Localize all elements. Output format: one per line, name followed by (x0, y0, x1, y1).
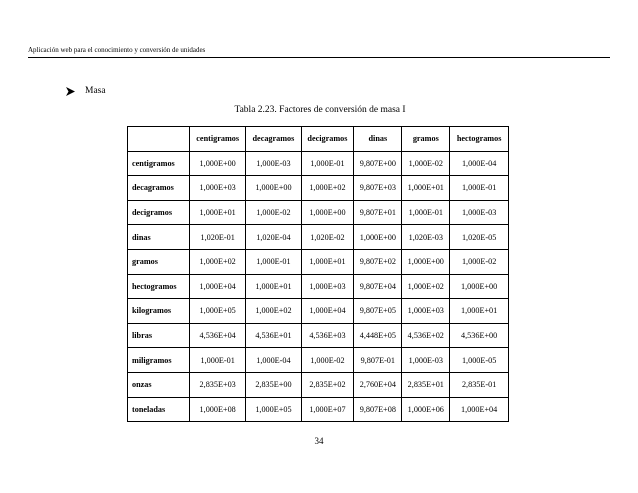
table-cell: 2,760E+04 (354, 372, 402, 397)
table-cell: 4,536E+04 (190, 323, 246, 348)
table-row (128, 249, 509, 274)
column-header: hectogramos (450, 127, 509, 152)
column-header: decigramos (301, 127, 354, 152)
table-cell: 1,000E+00 (354, 225, 402, 250)
table-cell: 2,835E+00 (246, 372, 301, 397)
table-header-row (128, 127, 509, 152)
conversion-table (127, 126, 509, 422)
table-cell: 1,000E+01 (450, 299, 509, 324)
table-cell: 2,835E+03 (190, 372, 246, 397)
table-row (128, 299, 509, 324)
running-header: Aplicación web para el conocimiento y conversión de unidades (28, 46, 206, 54)
table-cell: 9,807E+03 (354, 176, 402, 201)
table-cell: 1,000E-03 (402, 348, 450, 373)
table-cell: 1,000E+08 (190, 397, 246, 422)
page-number: 34 (314, 436, 324, 446)
row-header: decigramos (128, 200, 190, 225)
table-cell: 1,020E-02 (301, 225, 354, 250)
table-cell: 1,000E+06 (402, 397, 450, 422)
table-row (128, 200, 509, 225)
table-cell: 1,000E+00 (450, 274, 509, 299)
table-cell: 9,807E+05 (354, 299, 402, 324)
table-cell: 1,000E-02 (402, 151, 450, 176)
table-cell: 1,000E-02 (450, 249, 509, 274)
table-row (128, 151, 509, 176)
table-cell: 1,020E-03 (402, 225, 450, 250)
table-caption: Tabla 2.23. Factores de conversión de masa I (234, 105, 406, 115)
header-rule (28, 57, 610, 58)
table-cell: 1,000E+01 (190, 200, 246, 225)
table-row (128, 348, 509, 373)
row-header: decagramos (128, 176, 190, 201)
table-cell: 9,807E+08 (354, 397, 402, 422)
table-cell: 1,020E-05 (450, 225, 509, 250)
table-cell: 1,000E-03 (246, 151, 301, 176)
table-cell: 1,000E-01 (402, 200, 450, 225)
table-cell: 2,835E+01 (402, 372, 450, 397)
table-cell: 1,000E+01 (301, 249, 354, 274)
table-cell: 4,448E+05 (354, 323, 402, 348)
table-row (128, 397, 509, 422)
row-header: libras (128, 323, 190, 348)
table-cell: 4,536E+02 (402, 323, 450, 348)
table-cell: 4,536E+01 (246, 323, 301, 348)
row-header: miligramos (128, 348, 190, 373)
table-cell: 1,000E-04 (450, 151, 509, 176)
table-cell: 9,807E+02 (354, 249, 402, 274)
table-cell: 4,536E+00 (450, 323, 509, 348)
row-header: gramos (128, 249, 190, 274)
table-cell: 9,807E+04 (354, 274, 402, 299)
column-header: gramos (402, 127, 450, 152)
table-cell: 1,000E-04 (246, 348, 301, 373)
section-label: Masa (85, 86, 106, 96)
table-cell: 1,000E+03 (301, 274, 354, 299)
row-header: hectogramos (128, 274, 190, 299)
row-header: kilogramos (128, 299, 190, 324)
row-header: centigramos (128, 151, 190, 176)
column-header: dinas (354, 127, 402, 152)
table-row (128, 323, 509, 348)
table-cell: 1,000E+07 (301, 397, 354, 422)
table-corner-cell (128, 127, 190, 152)
table-cell: 1,000E+02 (301, 176, 354, 201)
table-body (128, 151, 509, 422)
table-cell: 1,000E-02 (246, 200, 301, 225)
table-cell: 1,000E-01 (246, 249, 301, 274)
table-cell: 1,000E+00 (190, 151, 246, 176)
table-cell: 1,000E-01 (450, 176, 509, 201)
table-cell: 9,807E+00 (354, 151, 402, 176)
table-cell: 9,807E+01 (354, 200, 402, 225)
table-cell: 2,835E-01 (450, 372, 509, 397)
table-cell: 1,000E-01 (190, 348, 246, 373)
arrow-bullet-icon (66, 87, 75, 96)
table-cell: 1,000E+02 (402, 274, 450, 299)
table-cell: 1,000E-03 (450, 200, 509, 225)
table-cell: 1,000E+02 (190, 249, 246, 274)
table-cell: 1,000E+03 (402, 299, 450, 324)
table-cell: 1,000E-01 (301, 151, 354, 176)
column-header: centigramos (190, 127, 246, 152)
table-cell: 1,020E-04 (246, 225, 301, 250)
table-cell: 1,000E+04 (190, 274, 246, 299)
table-cell: 1,020E-01 (190, 225, 246, 250)
table-cell: 1,000E+05 (190, 299, 246, 324)
table-row (128, 225, 509, 250)
table-cell: 1,000E-05 (450, 348, 509, 373)
table-cell: 1,000E-02 (301, 348, 354, 373)
table-cell: 2,835E+02 (301, 372, 354, 397)
section-bullet (66, 86, 106, 96)
table-cell: 1,000E+05 (246, 397, 301, 422)
table-cell: 4,536E+03 (301, 323, 354, 348)
table-cell: 1,000E+01 (402, 176, 450, 201)
row-header: dinas (128, 225, 190, 250)
table-cell: 1,000E+00 (246, 176, 301, 201)
table-row (128, 274, 509, 299)
table-cell: 1,000E+00 (402, 249, 450, 274)
column-header: decagramos (246, 127, 301, 152)
table-row (128, 176, 509, 201)
row-header: onzas (128, 372, 190, 397)
table-cell: 1,000E+04 (450, 397, 509, 422)
table-row (128, 372, 509, 397)
table-cell: 1,000E+00 (301, 200, 354, 225)
table-cell: 9,807E-01 (354, 348, 402, 373)
table-cell: 1,000E+03 (190, 176, 246, 201)
table-cell: 1,000E+01 (246, 274, 301, 299)
row-header: toneladas (128, 397, 190, 422)
table-cell: 1,000E+04 (301, 299, 354, 324)
table-cell: 1,000E+02 (246, 299, 301, 324)
